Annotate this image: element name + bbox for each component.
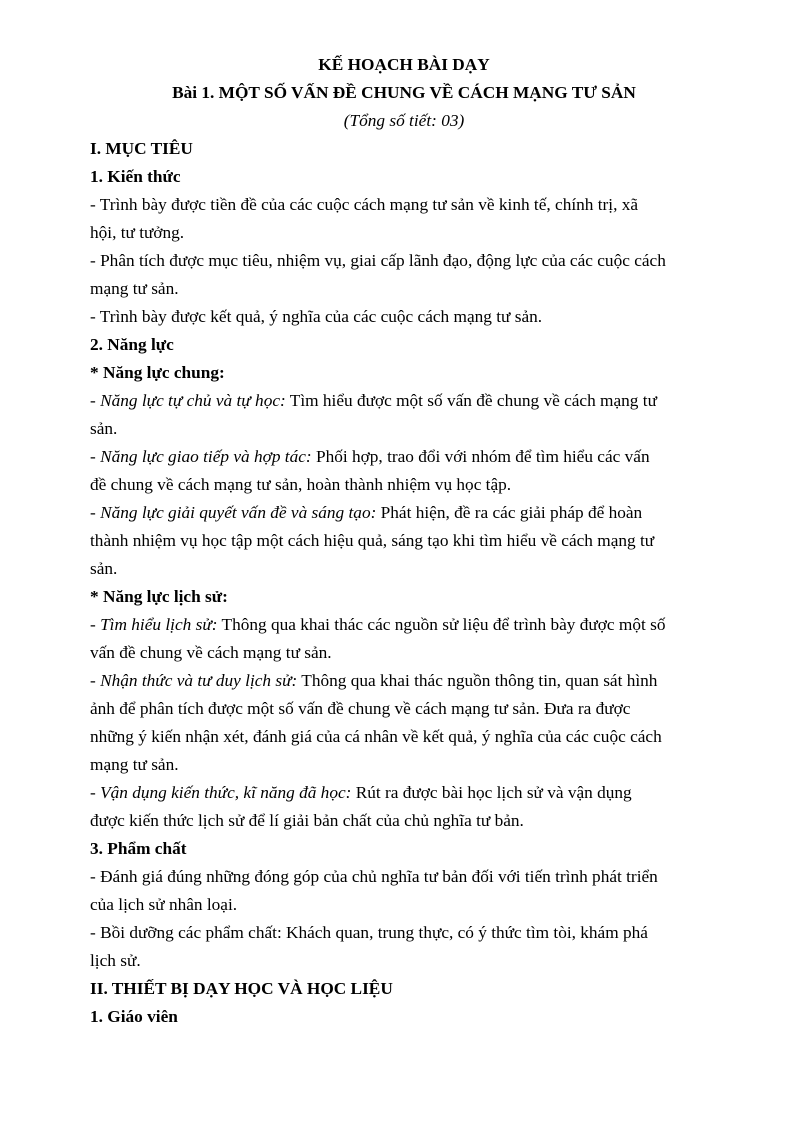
competence-label: - Vận dụng kiến thức, kĩ năng đã học: xyxy=(90,783,352,802)
competence-text: Thông qua khai thác các nguồn sử liệu để trình bày được một số xyxy=(217,615,666,634)
competence-text: Thông qua khai thác nguồn thông tin, quan sát hình xyxy=(297,671,658,690)
subheading-general-competence: * Năng lực chung: xyxy=(90,363,225,382)
competence-continuation: đề chung về cách mạng tư sản, hoàn thành nhiệm vụ học tập. xyxy=(90,475,512,494)
competence-continuation: thành nhiệm vụ học tập một cách hiệu quả, sáng tạo khi tìm hiểu về cách mạng tư xyxy=(90,531,655,550)
qualities-line: - Đánh giá đúng những đóng góp của chủ nghĩa tư bản đối với tiến trình phát triển xyxy=(90,867,658,886)
document-title: KẾ HOẠCH BÀI DẠY xyxy=(318,55,490,74)
competence-continuation: sản. xyxy=(90,419,118,438)
qualities-line: lịch sử. xyxy=(90,951,141,970)
knowledge-line: mạng tư sản. xyxy=(90,279,179,298)
subheading-knowledge: 1. Kiến thức xyxy=(90,167,181,186)
competence-text: Tìm hiểu được một số vấn đề chung về cách mạng tư xyxy=(285,391,657,410)
competence-label: - Năng lực tự chủ và tự học: xyxy=(90,391,286,410)
competence-continuation: những ý kiến nhận xét, đánh giá của cá nhân về kết quả, ý nghĩa của các cuộc cách xyxy=(90,727,662,746)
competence-label: - Tìm hiểu lịch sử: xyxy=(90,615,218,634)
subheading-qualities: 3. Phẩm chất xyxy=(90,839,187,858)
lesson-periods: (Tổng số tiết: 03) xyxy=(343,111,465,130)
competence-label: - Nhận thức và tư duy lịch sử: xyxy=(90,671,298,690)
history-competence-item xyxy=(90,779,718,807)
competence-label: - Năng lực giải quyết vấn đề và sáng tạo: xyxy=(90,503,377,522)
lesson-title: Bài 1. MỘT SỐ VẤN ĐỀ CHUNG VỀ CÁCH MẠNG TƯ SẢN xyxy=(172,83,636,102)
knowledge-line: - Trình bày được tiền đề của các cuộc cách mạng tư sản về kinh tế, chính trị, xã xyxy=(90,195,639,214)
competence-continuation: sản. xyxy=(90,559,118,578)
competence-label: - Năng lực giao tiếp và hợp tác: xyxy=(90,447,312,466)
history-competence-item xyxy=(90,667,718,695)
subheading-history-competence: * Năng lực lịch sử: xyxy=(90,587,228,606)
knowledge-line: hội, tư tưởng. xyxy=(90,223,185,242)
general-competence-item xyxy=(90,499,718,527)
section-heading-objectives: I. MỤC TIÊU xyxy=(90,139,193,158)
section-heading-equipment: II. THIẾT BỊ DẠY HỌC VÀ HỌC LIỆU xyxy=(90,979,393,998)
document-page xyxy=(90,51,718,1031)
subheading-competence: 2. Năng lực xyxy=(90,335,174,354)
knowledge-line: - Phân tích được mục tiêu, nhiệm vụ, giai cấp lãnh đạo, động lực của các cuộc cách xyxy=(90,251,666,270)
general-competence-item xyxy=(90,443,718,471)
competence-text: Phối hợp, trao đổi với nhóm để tìm hiểu các vấn xyxy=(311,447,650,466)
competence-continuation: ảnh để phân tích được một số vấn đề chung về cách mạng tư sản. Đưa ra được xyxy=(90,699,631,718)
history-competence-item xyxy=(90,611,718,639)
competence-continuation: được kiến thức lịch sử để lí giải bản chất của chủ nghĩa tư bản. xyxy=(90,811,524,830)
subheading-teacher: 1. Giáo viên xyxy=(90,1007,178,1026)
competence-continuation: mạng tư sản. xyxy=(90,755,179,774)
knowledge-line: - Trình bày được kết quả, ý nghĩa của các cuộc cách mạng tư sản. xyxy=(90,307,543,326)
qualities-line: - Bồi dưỡng các phẩm chất: Khách quan, trung thực, có ý thức tìm tòi, khám phá xyxy=(90,923,648,942)
general-competence-item xyxy=(90,387,718,415)
competence-text: Phát hiện, đề ra các giải pháp để hoàn xyxy=(376,503,643,522)
competence-continuation: vấn đề chung về cách mạng tư sản. xyxy=(90,643,332,662)
competence-text: Rút ra được bài học lịch sử và vận dụng xyxy=(351,783,632,802)
qualities-line: của lịch sử nhân loại. xyxy=(90,895,238,914)
